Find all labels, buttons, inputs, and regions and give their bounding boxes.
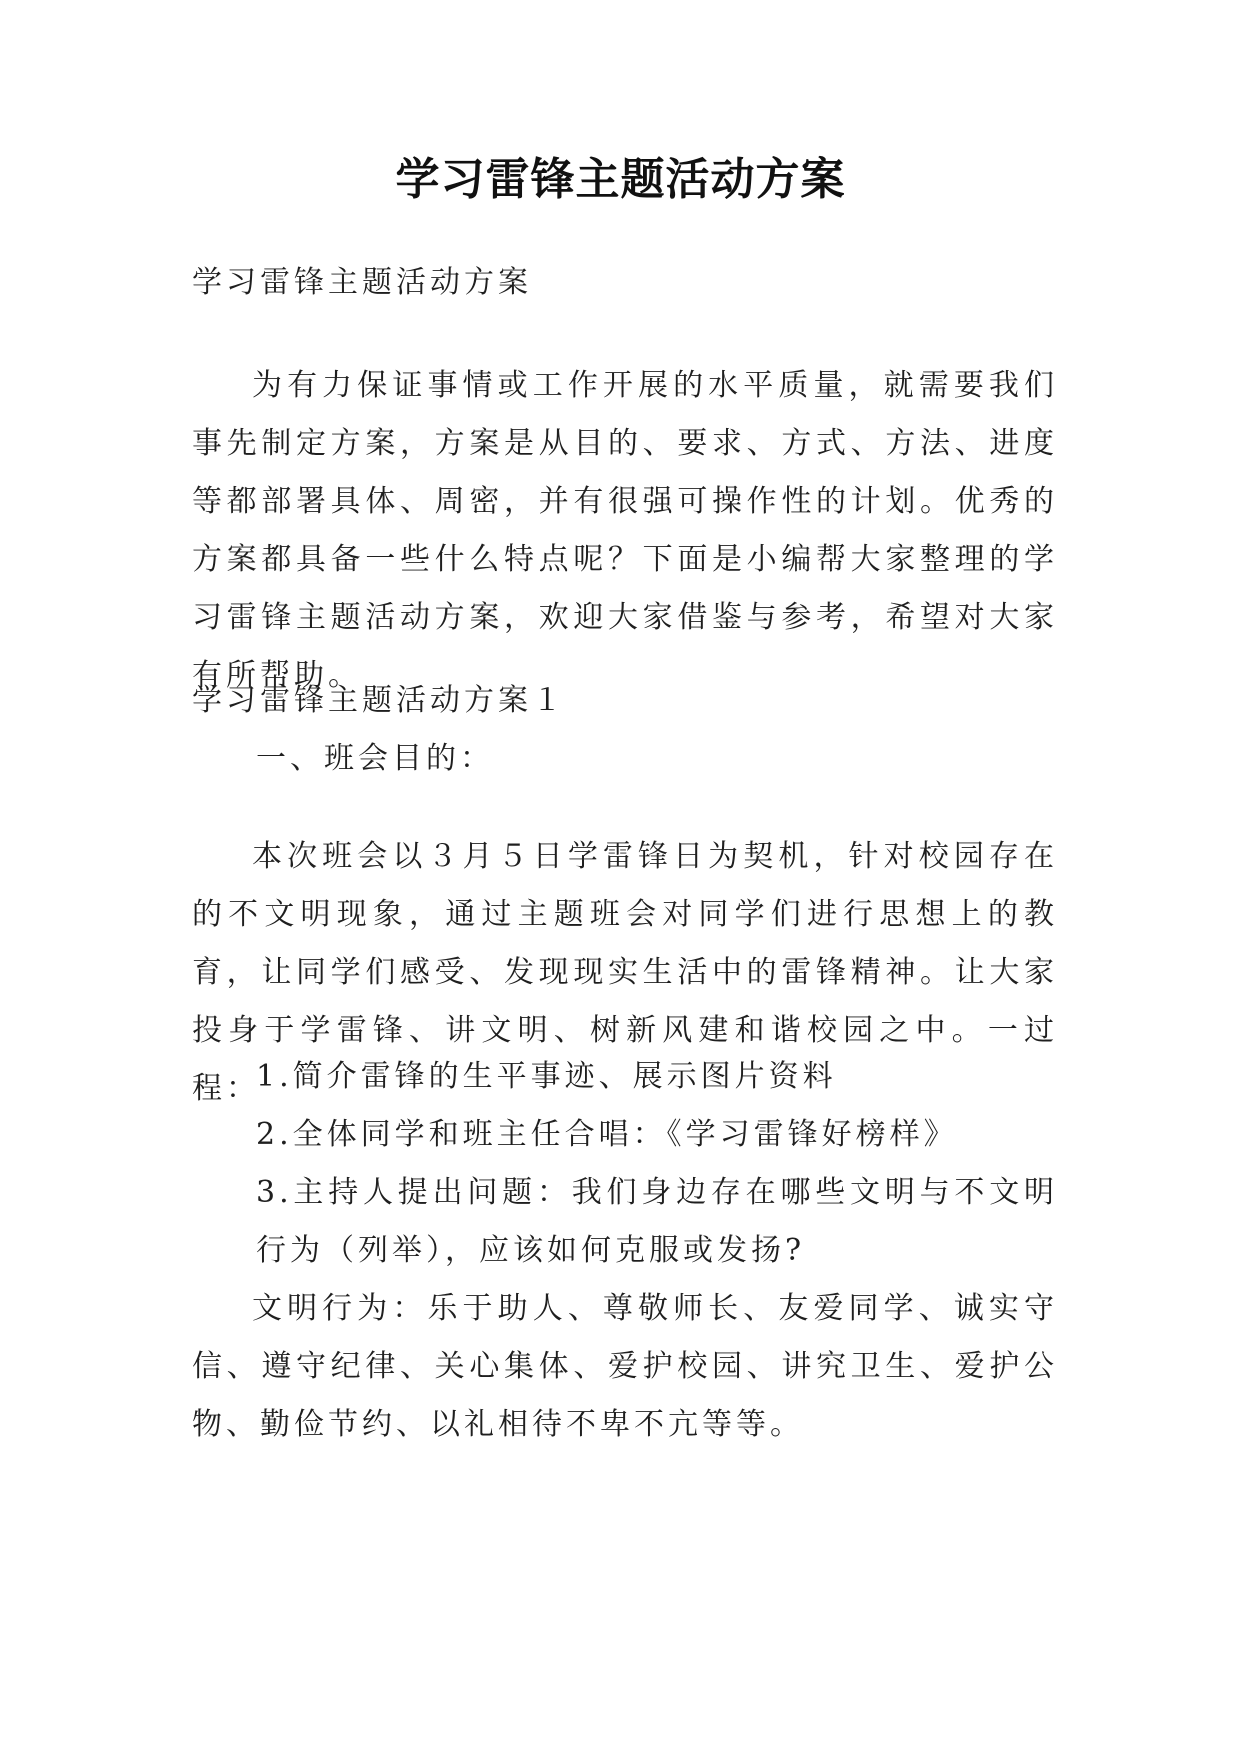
- step-item-1: 1.简介雷锋的生平事迹、展示图片资料: [256, 1059, 837, 1094]
- part-heading: 一、班会目的：: [256, 741, 494, 776]
- purpose-paragraph: 本次班会以３月５日学雷锋日为契机，针对校园存在的不文明现象，通过主题班会对同学们进行思想上的教育，让同学们感受、发现现实生活中的雷锋精神。让大家投身于学雷锋、讲文明、树新风建和谐校园之中。一过程：: [192, 839, 1058, 1106]
- intro-paragraph: 为有力保证事情或工作开展的水平质量，就需要我们事先制定方案，方案是从目的、要求、方式、方法、进度等都部署具体、周密，并有很强可操作性的计划。优秀的方案都具备一些什么特点呢？下面是小编帮大家整理的学习雷锋主题活动方案，欢迎大家借鉴与参考，希望对大家有所帮助。: [192, 368, 1058, 693]
- civil-behavior-paragraph: 文明行为：乐于助人、尊敬师长、友爱同学、诚实守信、遵守纪律、关心集体、爱护校园、讲究卫生、爱护公物、勤俭节约、以礼相待不卑不亢等等。: [192, 1291, 1058, 1442]
- section-heading: 学习雷锋主题活动方案１: [192, 683, 566, 718]
- document-subtitle: 学习雷锋主题活动方案: [192, 265, 532, 300]
- document-title: 学习雷锋主题活动方案: [395, 154, 846, 205]
- step-item-3: 3.主持人提出问题：我们身边存在哪些文明与不文明行为（列举），应该如何克服或发扬?: [256, 1175, 1058, 1268]
- step-item-2: 2.全体同学和班主任合唱：《学习雷锋好榜样》: [256, 1117, 958, 1152]
